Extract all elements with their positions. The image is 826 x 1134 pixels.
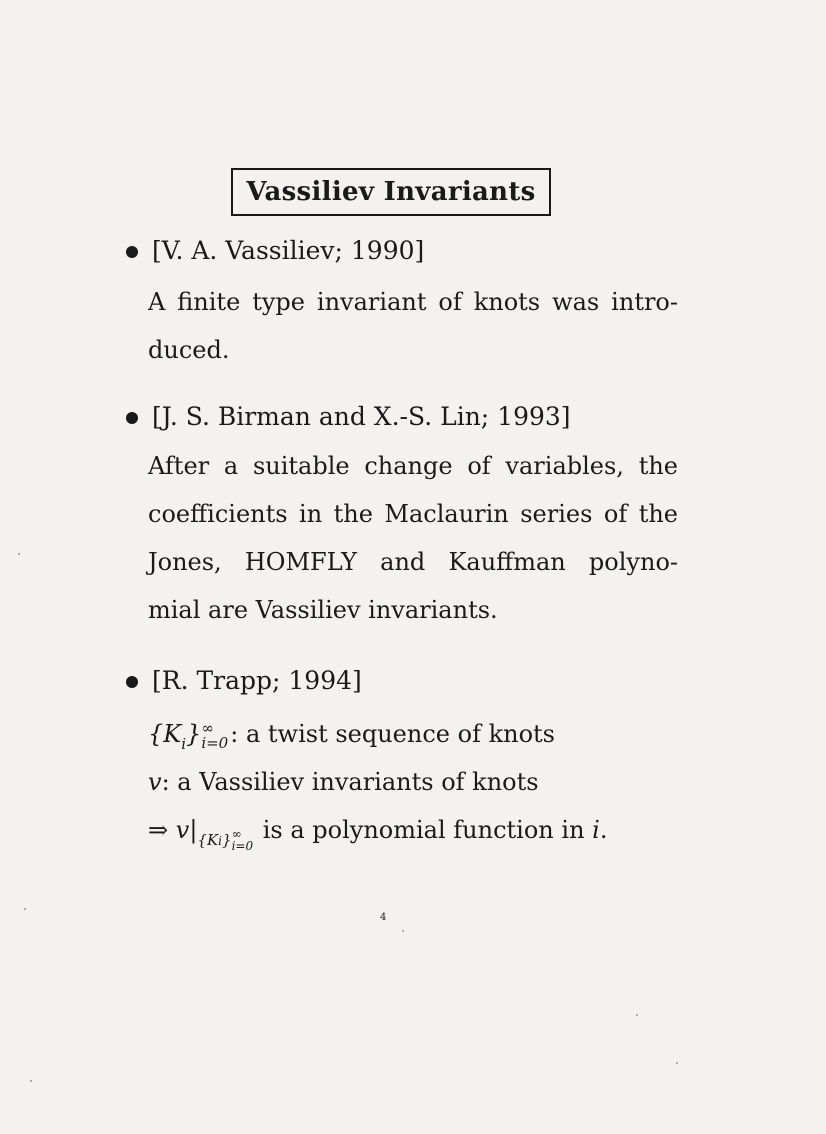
bullet-citation: [120, 662, 700, 700]
bullet-item-trapp: [120, 662, 700, 854]
body-line: Jones, HOMFLY and Kauffman polyno-: [148, 548, 678, 576]
scan-speck: [676, 1062, 678, 1064]
bullet-citation: [120, 398, 700, 436]
bullet-item-birman-lin: [120, 398, 700, 634]
bullet-dot-icon: [126, 676, 138, 688]
line-text: : a twist sequence of knots: [230, 720, 555, 748]
body-line: coefficients in the Maclaurin series of the: [148, 500, 678, 528]
scan-speck: [30, 1080, 32, 1082]
restriction-expression: $v|_{\{Ki\}}$ ∞ i=0: [175, 816, 254, 853]
bullet-dot-icon: [126, 412, 138, 424]
bullet-item-vassiliev: [120, 232, 700, 374]
implies-arrow: ⇒: [148, 816, 169, 844]
citation-text: [J. S. Birman and X.-S. Lin; 1993]: [152, 402, 571, 431]
variable-i: i: [592, 816, 600, 844]
body-line: mial are Vassiliev invariants.: [148, 596, 498, 624]
page-number: 4: [380, 912, 387, 923]
page-title: [231, 168, 551, 216]
math-line-conclusion: ⇒ $v|_{\{Ki\}}$ ∞ i=0 is a polynomial function in i.: [148, 816, 608, 853]
scan-speck: [24, 908, 26, 910]
math-line-invariant: [120, 758, 700, 806]
page-title-text: Vassiliev Invariants: [246, 177, 536, 207]
variable-v: v: [148, 768, 162, 796]
body-line: After a suitable change of variables, the: [148, 452, 678, 480]
scan-speck: [636, 1014, 638, 1016]
scan-speck: [402, 930, 404, 932]
math-line-sequence: [120, 710, 700, 758]
sequence-expression: $\{K_i\}$ ∞ i=0: [148, 718, 229, 753]
citation-text: [V. A. Vassiliev; 1990]: [152, 236, 425, 265]
scan-speck: [18, 553, 20, 555]
citation-text: [R. Trapp; 1994]: [152, 666, 362, 695]
line-text: is a polynomial function in: [262, 816, 585, 844]
line-text: : a Vassiliev invariants of knots: [161, 768, 539, 796]
body-line: duced.: [148, 336, 230, 364]
bullet-citation: [120, 232, 700, 270]
bullet-dot-icon: [126, 246, 138, 258]
body-line: A finite type invariant of knots was intro-: [148, 288, 678, 316]
